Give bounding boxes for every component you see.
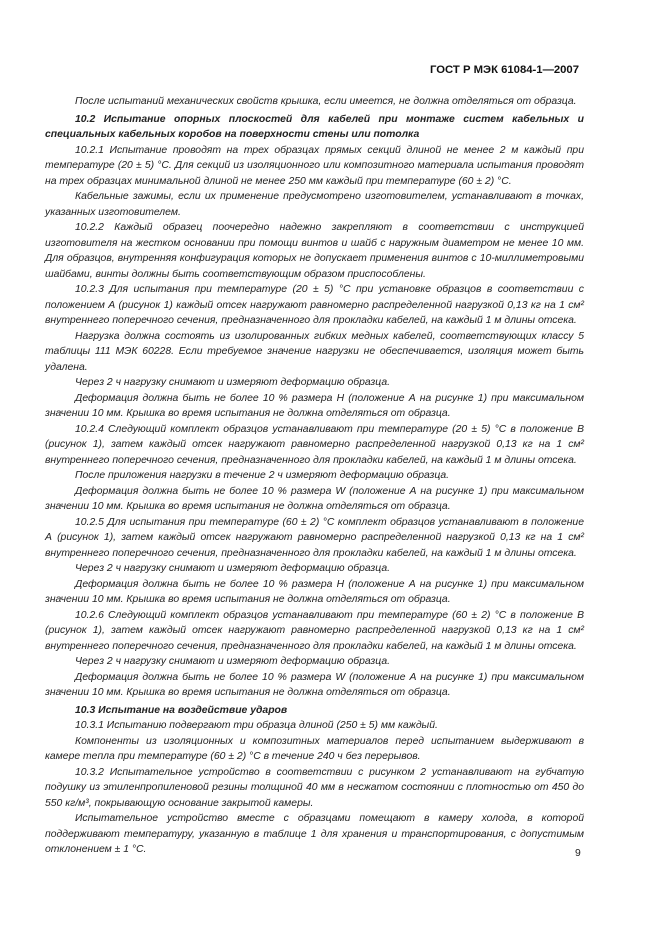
- paragraph: Кабельные зажимы, если их применение предусмотрено изготовителем, устанавливают в точках, указанных изготовителем.: [45, 191, 584, 218]
- page-number: 9: [575, 848, 581, 859]
- paragraph: 10.2.5 Для испытания при температуре (60 ± 2) °С комплект образцов устанавливают в положение А (рисунок 1), затем каждый отсек нагружают равномерно распределенной нагрузкой 0,13 кг на 1 см² внутреннего поперечного сечения, предназначенного для прокладки кабелей, на каждый 1 м длины отсека.: [45, 516, 584, 559]
- paragraph: После испытаний механических свойств крышка, если имеется, не должна отделяться от образца.: [75, 96, 577, 107]
- paragraph: Деформация должна быть не более 10 % размера Н (положение А на рисунке 1) при максимальном значении 10 мм. Крышка во время испытания не должна отделяться от образца.: [45, 578, 584, 605]
- paragraph: После приложения нагрузки в течение 2 ч измеряют деформацию образца.: [75, 470, 450, 481]
- paragraph: Через 2 ч нагрузку снимают и измеряют деформацию образца.: [75, 656, 390, 667]
- paragraph: 10.3.2 Испытательное устройство в соответствии с рисунком 2 устанавливают на губчатую подушку из этиленпропиленовой резины толщиной 40 мм в несжатом состоянии с плотностью от 450 до 550 кг/м³, покрывающую основание закрытой камеры.: [45, 766, 584, 809]
- paragraph: Деформация должна быть не более 10 % размера W (положение А на рисунке 1) при максимальном значении 10 мм. Крышка во время испытания не должна отделяться от образца.: [45, 485, 584, 512]
- document-body: [45, 94, 584, 858]
- paragraph: Испытательное устройство вместе с образцами помещают в камеру холода, в которой поддерживают температуру, указанную в таблице 1 для хранения и транспортирования, с допустимым отклонением ± 1 °С.: [45, 813, 584, 855]
- paragraph: Деформация должна быть не более 10 % размера W (положение А на рисунке 1) при максимальном значении 10 мм. Крышка во время испытания не должна отделяться от образца.: [45, 671, 584, 698]
- paragraph: Через 2 ч нагрузку снимают и измеряют деформацию образца.: [75, 377, 390, 388]
- document-code: ГОСТ Р МЭК 61084-1—2007: [430, 64, 579, 76]
- paragraph: Через 2 ч нагрузку снимают и измеряют деформацию образца.: [75, 563, 390, 574]
- paragraph: 10.3.1 Испытанию подвергают три образца длиной (250 ± 5) мм каждый.: [75, 720, 438, 731]
- paragraph: 10.2.2 Каждый образец поочередно надежно закрепляют в соответствии с инструкцией изготовителя на жестком основании при помощи винтов и шайб с наружным диаметром не менее 10 мм. Для образцов, внутренняя конфигурация которых не допускает применения винтов с 10-миллиметровыми шайбами, винты должны быть соответствующим образом приспособлены.: [45, 222, 584, 280]
- paragraph: 10.2.6 Следующий комплект образцов устанавливают при температуре (60 ± 2) °С в положение В (рисунок 1), затем каждый отсек нагружают равномерно распределенной нагрузкой 0,13 кг на 1 см² внутреннего поперечного сечения, предназначенного для прокладки кабелей, на каждый 1 м длины отсека.: [45, 609, 584, 652]
- paragraph: Деформация должна быть не более 10 % размера Н (положение А на рисунке 1) при максимальном значении 10 мм. Крышка во время испытания не должна отделяться от образца.: [45, 392, 584, 419]
- paragraph: 10.2.4 Следующий комплект образцов устанавливают при температуре (20 ± 5) °С в положение В (рисунок 1), затем каждый отсек нагружают равномерно распределенной нагрузкой 0,13 кг на 1 см² внутреннего поперечного сечения, предназначенного для прокладки кабелей, на каждый 1 м длины отсека.: [45, 423, 584, 466]
- paragraph: Компоненты из изоляционных и композитных материалов перед испытанием выдерживают в камере тепла при температуре (60 ± 2) °С в течение 240 ч без перерывов.: [45, 735, 584, 762]
- paragraph: 10.2.3 Для испытания при температуре (20 ± 5) °С при установке образцов в соответствии с положением А (рисунок 1) каждый отсек нагружают равномерно распределенной нагрузкой 0,13 кг на 1 см² внутреннего поперечного сечения, предназначенного для прокладки кабелей, на каждый 1 м длины отсека.: [45, 284, 584, 326]
- paragraph: Нагрузка должна состоять из изолированных гибких медных кабелей, соответствующих классу 5 таблицы 111 МЭК 60228. Если требуемое значение нагрузки не обеспечивается, изоляция может быть удалена.: [45, 330, 584, 373]
- paragraph: 10.2.1 Испытание проводят на трех образцах прямых секций длиной не менее 2 м каждый при температуре (20 ± 5) °С. Для секций из изоляционного или композитного материала испытания проводят на трех образцах минимальной длиной не менее 250 мм каждый при температуре (60 ± 2) °С.: [45, 144, 584, 187]
- section-heading: 10.3 Испытание на воздействие ударов: [75, 704, 288, 716]
- section-heading: 10.2 Испытание опорных плоскостей для кабелей при монтаже систем кабельных и специальных кабельных коробов на поверхности стены или потолка: [45, 113, 584, 140]
